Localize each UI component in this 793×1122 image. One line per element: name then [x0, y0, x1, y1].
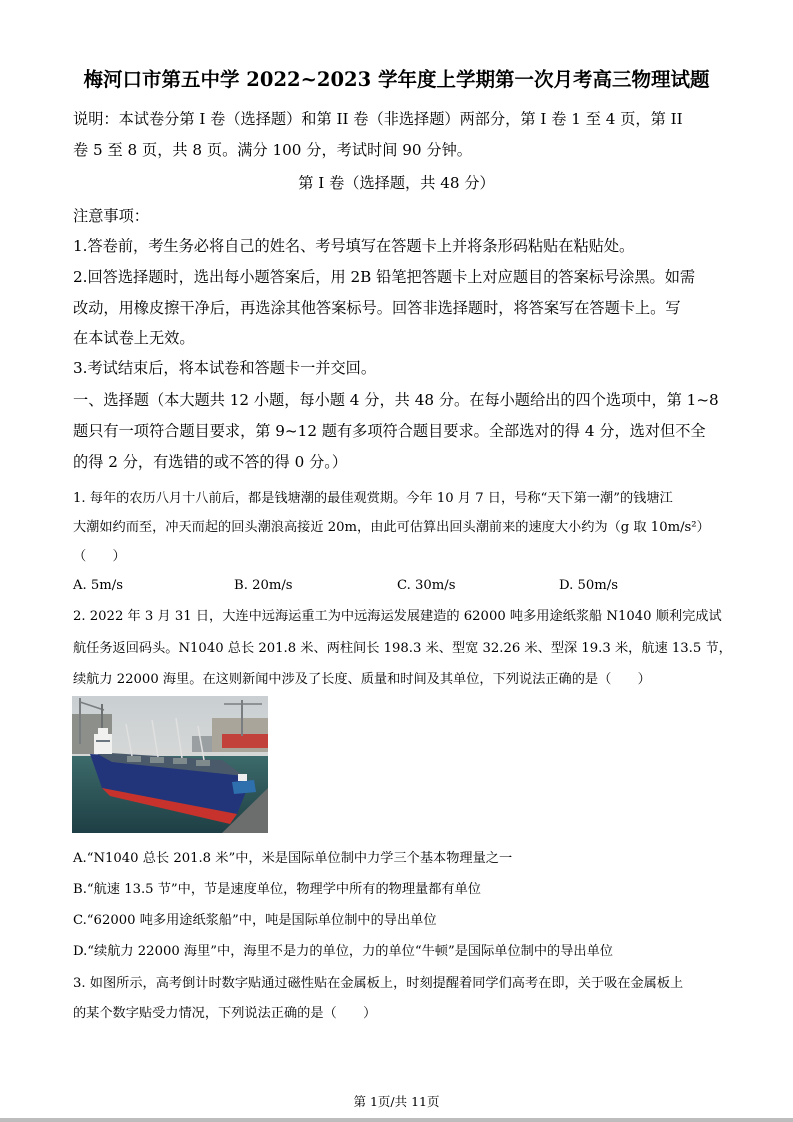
intro-line-1: 说明：本试卷分第 I 卷（选择题）和第 II 卷（非选择题）两部分，第 I 卷 1 至 4 页，第 II — [73, 110, 683, 128]
q2-line-3: 续航力 22000 海里。在这则新闻中涉及了长度、质量和时间及其单位，下列说法正确的是（ ） — [73, 672, 651, 687]
notice-item-2-line-2: 改动，用橡皮擦干净后，再选涂其他答案标号。回答非选择题时，将答案写在答题卡上。写 — [73, 299, 681, 317]
intro-line-2: 卷 5 至 8 页，共 8 页。满分 100 分，考试时间 90 分钟。 — [73, 141, 472, 159]
notice-heading: 注意事项： — [73, 207, 149, 225]
exam-title: 梅河口市第五中学 2022~2023 学年度上学期第一次月考高三物理试题 — [83, 68, 710, 91]
q1-line-2: 大潮如约而至，冲天而起的回头潮浪高接近 20m，由此可估算出回头潮前来的速度大小约为（g 取 10m/s²） — [73, 520, 710, 535]
footer-rule — [0, 1118, 793, 1122]
q3-line-2: 的某个数字贴受力情况，下列说法正确的是（ ） — [73, 1006, 377, 1021]
section-title: 第 I 卷（选择题，共 48 分） — [298, 174, 495, 192]
q2-line-1: 2. 2022 年 3 月 31 日，大连中远海运重工为中远海运发展建造的 62000 吨多用途纸浆船 N1040 顺利完成试 — [73, 609, 722, 624]
q1-option-c: C. 30m/s — [397, 578, 456, 593]
part1-instructions-line-2: 题只有一项符合题目要求，第 9~12 题有多项符合题目要求。全部选对的得 4 分，选对但不全 — [73, 422, 706, 440]
q2-option-d: D.“续航力 22000 海里”中，海里不是力的单位，力的单位“牛顿”是国际单位制中的导出单位 — [73, 944, 613, 959]
q2-line-2: 航任务返回码头。N1040 总长 201.8 米、两柱间长 198.3 米、型宽 32.26 米、型深 19.3 米，航速 13.5 节， — [73, 641, 732, 656]
part1-instructions-line-3: 的得 2 分，有选错的或不答的得 0 分。） — [73, 453, 348, 471]
notice-item-3: 3.考试结束后，将本试卷和答题卡一并交回。 — [73, 359, 377, 377]
q1-option-d: D. 50m/s — [559, 578, 618, 593]
notice-item-1: 1.答卷前，考生务必将自己的姓名、考号填写在答题卡上并将条形码粘贴在粘贴处。 — [73, 237, 635, 255]
q1-line-1: 1. 每年的农历八月十八前后，都是钱塘潮的最佳观赏期。今年 10 月 7 日，号称“天下第一潮”的钱塘江 — [73, 491, 673, 506]
q2-option-b: B.“航速 13.5 节”中，节是速度单位，物理学中所有的物理量都有单位 — [73, 882, 481, 897]
q1-option-a: A. 5m/s — [73, 578, 124, 593]
notice-item-2-line-1: 2.回答选择题时，选出每小题答案后，用 2B 铅笔把答题卡上对应题目的答案标号涂黑。如需 — [73, 268, 696, 286]
ship-photo — [72, 696, 268, 833]
part1-instructions-line-1: 一、选择题（本大题共 12 小题，每小题 4 分，共 48 分。在每小题给出的四个选项中，第 1~8 — [73, 391, 719, 409]
q2-option-a: A.“N1040 总长 201.8 米”中，米是国际单位制中力学三个基本物理量之一 — [73, 851, 513, 866]
page-number: 第 1页/共 11页 — [353, 1094, 440, 1109]
q1-line-3: （ ） — [73, 549, 126, 564]
q1-option-b: B. 20m/s — [234, 578, 293, 593]
q2-option-c: C.“62000 吨多用途纸浆船”中，吨是国际单位制中的导出单位 — [73, 913, 437, 928]
notice-item-2-line-3: 在本试卷上无效。 — [73, 329, 195, 347]
q3-line-1: 3. 如图所示，高考倒计时数字贴通过磁性贴在金属板上，时刻提醒着同学们高考在即，关于吸在金属板上 — [73, 976, 684, 991]
